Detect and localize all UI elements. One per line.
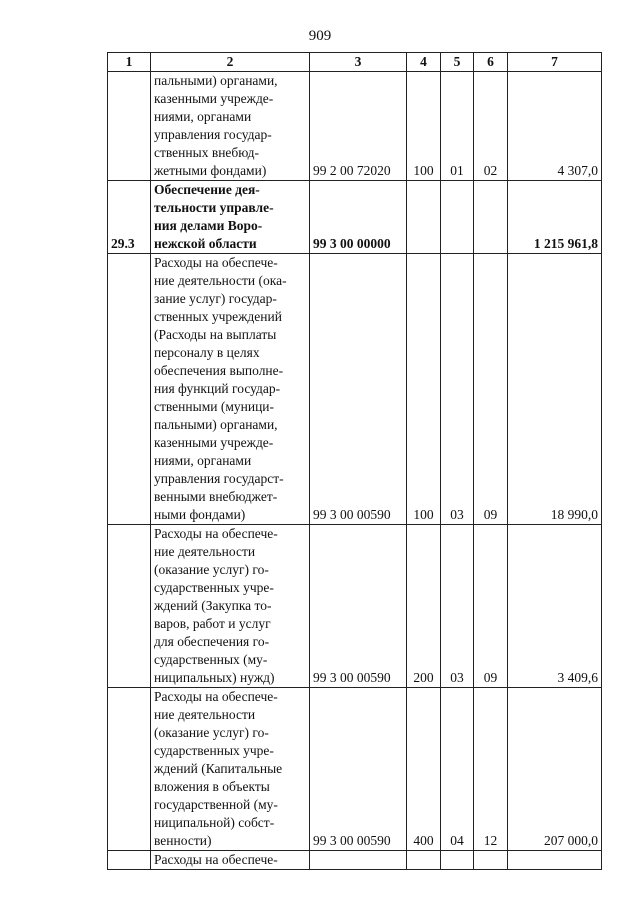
- row-name-line: нежской области: [154, 236, 257, 251]
- row-vr-cell: 100: [407, 72, 441, 181]
- row-code-cell: 99 2 00 72020: [310, 72, 407, 181]
- row-name-line: пальными) органами,: [154, 73, 278, 88]
- row-vr-cell: 400: [407, 688, 441, 851]
- table-row: [108, 851, 602, 870]
- row-name-line: ниципальной) собст-: [154, 815, 275, 830]
- table-row: [108, 525, 602, 688]
- row-pr-cell: [474, 851, 508, 870]
- row-name-line: сударственных учре-: [154, 580, 274, 595]
- row-name-line: ждений (Закупка то-: [154, 598, 272, 613]
- row-name-line: Обеспечение дея-: [154, 182, 260, 197]
- row-name-line: управления государ-: [154, 127, 272, 142]
- table-row: [108, 254, 602, 525]
- row-name-line: ственными (муници-: [154, 399, 275, 414]
- row-name-line: ния делами Воро-: [154, 218, 263, 233]
- row-amount-cell: 18 990,0: [508, 254, 602, 525]
- row-number-cell: [108, 688, 151, 851]
- row-rz-cell: 04: [441, 688, 474, 851]
- row-vr-cell: 100: [407, 254, 441, 525]
- header-col-4: 4: [407, 53, 441, 72]
- row-code-cell: 99 3 00 00590: [310, 688, 407, 851]
- row-number-cell: 29.3: [108, 181, 151, 254]
- header-col-7: 7: [508, 53, 602, 72]
- row-name-line: управления государст-: [154, 471, 284, 486]
- row-code-cell: 99 3 00 00590: [310, 254, 407, 525]
- row-amount-cell: 3 409,6: [508, 525, 602, 688]
- row-name-line: Расходы на обеспече-: [154, 689, 278, 704]
- row-name-cell: [151, 181, 310, 254]
- row-name-line: варов, работ и услуг: [154, 616, 271, 631]
- row-name-line: ждений (Капитальные: [154, 761, 283, 776]
- table-row: [108, 688, 602, 851]
- row-pr-cell: 02: [474, 72, 508, 181]
- row-vr-cell: [407, 851, 441, 870]
- row-name-line: (оказание услуг) го-: [154, 725, 269, 740]
- row-pr-cell: 09: [474, 254, 508, 525]
- budget-table: [107, 52, 602, 870]
- row-name-line: пальными) органами,: [154, 417, 278, 432]
- row-amount-cell: [508, 851, 602, 870]
- row-amount-cell: 207 000,0: [508, 688, 602, 851]
- row-name-line: Расходы на обеспече-: [154, 255, 278, 270]
- row-name-line: ниями, органами: [154, 453, 252, 468]
- row-name-cell: [151, 688, 310, 851]
- row-name-line: Расходы на обеспече-: [154, 852, 278, 867]
- row-name-cell: [151, 72, 310, 181]
- row-code-cell: 99 3 00 00000: [310, 181, 407, 254]
- row-name-line: казенными учрежде-: [154, 91, 274, 106]
- row-number-cell: [108, 851, 151, 870]
- row-name-line: ниями, органами: [154, 109, 252, 124]
- page-number: 909: [308, 28, 332, 44]
- row-rz-cell: 01: [441, 72, 474, 181]
- row-name-line: государственной (му-: [154, 797, 278, 812]
- table-row: [108, 181, 602, 254]
- row-name-cell: [151, 254, 310, 525]
- header-col-2: 2: [151, 53, 310, 72]
- row-pr-cell: 12: [474, 688, 508, 851]
- row-name-line: ние деятельности: [154, 544, 256, 559]
- row-name-cell: [151, 525, 310, 688]
- row-name-line: жетными фондами): [154, 163, 267, 178]
- row-name-line: ниципальных) нужд): [154, 670, 275, 685]
- row-rz-cell: 03: [441, 525, 474, 688]
- row-name-line: Расходы на обеспече-: [154, 526, 278, 541]
- row-name-line: сударственных (му-: [154, 652, 268, 667]
- row-number-cell: [108, 72, 151, 181]
- row-code-cell: [310, 851, 407, 870]
- row-name-line: (Расходы на выплаты: [154, 327, 277, 342]
- row-name-line: (оказание услуг) го-: [154, 562, 269, 577]
- header-col-3: 3: [310, 53, 407, 72]
- row-name-line: для обеспечения го-: [154, 634, 270, 649]
- row-name-line: венными внебюджет-: [154, 489, 278, 504]
- header-col-5: 5: [441, 53, 474, 72]
- row-rz-cell: [441, 851, 474, 870]
- row-name-line: казенными учрежде-: [154, 435, 274, 450]
- row-name-cell: [151, 851, 310, 870]
- table-row: [108, 72, 602, 181]
- row-name-line: персоналу в целях: [154, 345, 260, 360]
- row-rz-cell: 03: [441, 254, 474, 525]
- row-number-cell: [108, 525, 151, 688]
- header-row: [108, 53, 602, 72]
- table-body: [108, 72, 602, 870]
- header-col-1: 1: [108, 53, 151, 72]
- row-vr-cell: [407, 181, 441, 254]
- row-name-line: зание услуг) государ-: [154, 291, 277, 306]
- row-name-line: вложения в объекты: [154, 779, 270, 794]
- row-name-line: ния функций государ-: [154, 381, 281, 396]
- row-vr-cell: 200: [407, 525, 441, 688]
- row-name-line: ние деятельности (ока-: [154, 273, 287, 288]
- row-amount-cell: 1 215 961,8: [508, 181, 602, 254]
- row-pr-cell: [474, 181, 508, 254]
- row-number-cell: [108, 254, 151, 525]
- header-col-6: 6: [474, 53, 508, 72]
- row-rz-cell: [441, 181, 474, 254]
- row-name-line: обеспечения выполне-: [154, 363, 284, 378]
- row-name-line: сударственных учре-: [154, 743, 274, 758]
- row-amount-cell: 4 307,0: [508, 72, 602, 181]
- row-name-line: венности): [154, 833, 212, 848]
- row-name-line: ние деятельности: [154, 707, 256, 722]
- row-name-line: тельности управле-: [154, 200, 274, 215]
- row-name-line: ными фондами): [154, 507, 246, 522]
- row-name-line: ственных внебюд-: [154, 145, 260, 160]
- row-name-line: ственных учреждений: [154, 309, 282, 324]
- row-code-cell: 99 3 00 00590: [310, 525, 407, 688]
- row-pr-cell: 09: [474, 525, 508, 688]
